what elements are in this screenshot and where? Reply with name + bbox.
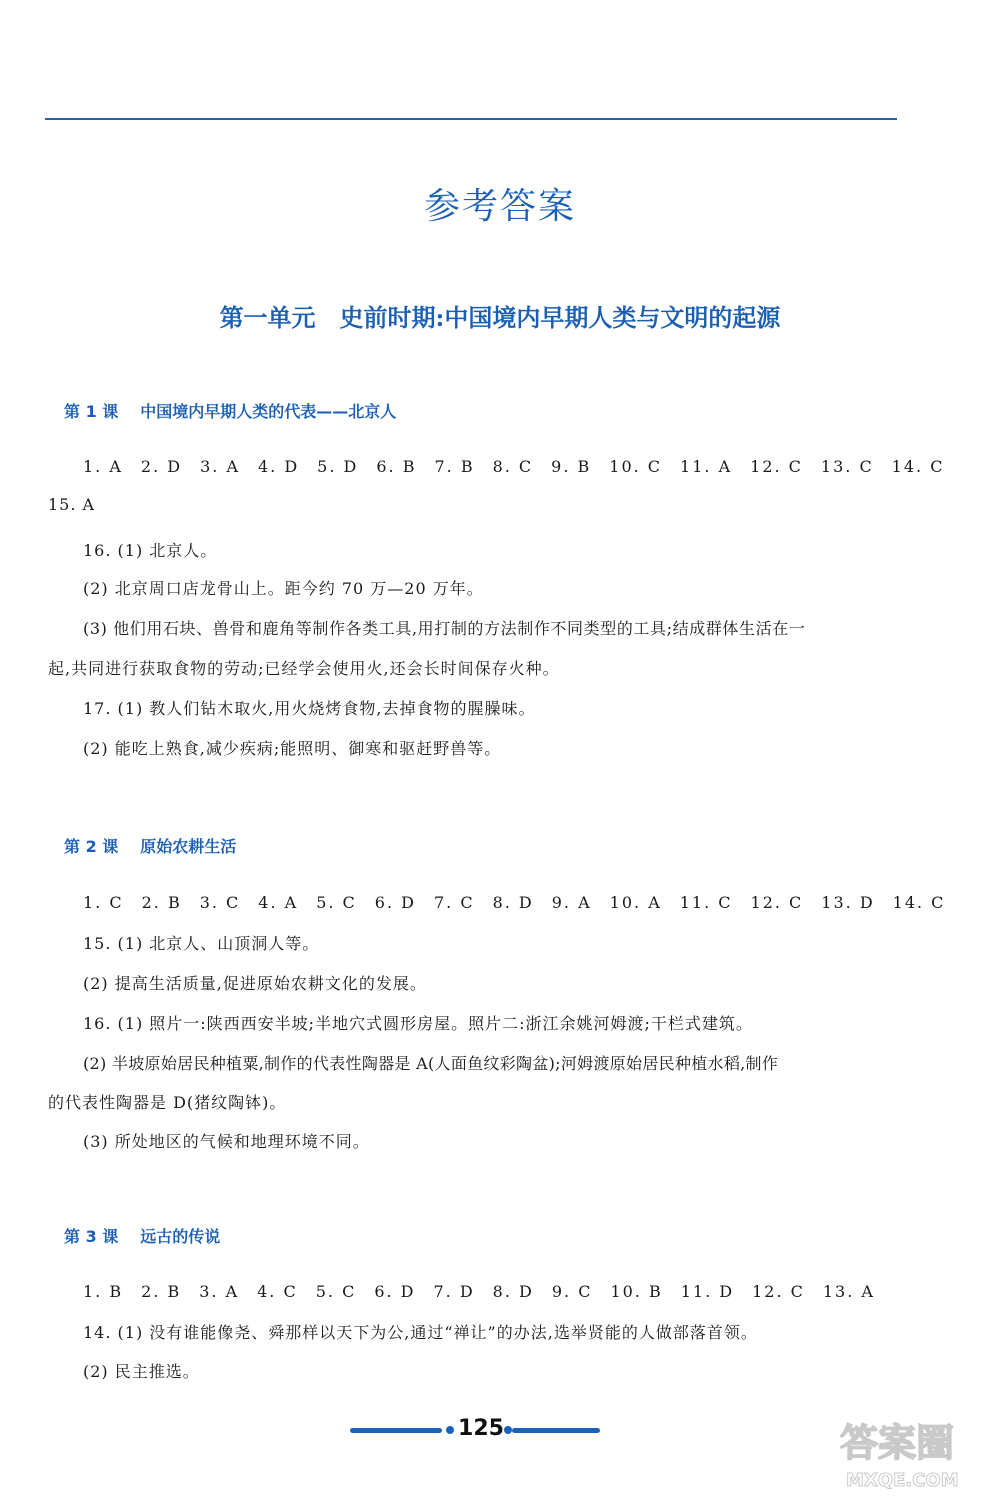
answer-line: 15. A: [48, 495, 96, 514]
lesson-1-title: [64, 399, 396, 422]
unit-title: 第一单元 史前时期:中国境内早期人类与文明的起源: [219, 303, 781, 332]
answer-line: 16. (1) 照片一:陕西西安半坡;半地穴式圆形房屋。照片二:浙江余姚河姆渡;干栏式建筑。: [83, 1014, 753, 1033]
page-number: 125: [458, 1416, 504, 1441]
page-title: 参考答案: [423, 186, 576, 227]
answer-line: (2) 民主推选。: [83, 1362, 200, 1381]
answer-line: 16. (1) 北京人。: [83, 541, 218, 560]
lesson-name: 原始农耕生活: [140, 837, 237, 856]
lesson-name: 中国境内早期人类的代表——北京人: [140, 402, 397, 421]
footer-dot-right: [504, 1426, 512, 1434]
answer-line: (2) 能吃上熟食,减少疾病;能照明、御寒和驱赶野兽等。: [83, 739, 502, 758]
footer-bar-right: [512, 1428, 600, 1433]
answer-line: 1. B 2. B 3. A 4. C 5. C 6. D 7. D 8. D 9. C 10. B 11. D 12. C 13. A: [83, 1282, 875, 1301]
watermark-logo: [836, 1412, 986, 1492]
lesson-3-title: [64, 1224, 220, 1247]
lesson-number: 第 3 课: [64, 1227, 119, 1246]
lesson-name: 远古的传说: [140, 1227, 221, 1246]
watermark-text: 答案圈: [840, 1421, 955, 1465]
answer-line: 起,共同进行获取食物的劳动;已经学会使用火,还会长时间保存火种。: [48, 659, 560, 678]
footer-bar-left: [350, 1428, 442, 1433]
answer-line: (3) 他们用石块、兽骨和鹿角等制作各类工具,用打制的方法制作不同类型的工具;结成群体生活在一: [83, 619, 806, 638]
answer-line: 15. (1) 北京人、山顶洞人等。: [83, 934, 320, 953]
header-rule: [45, 118, 897, 120]
footer-dot-left: [446, 1426, 454, 1434]
answer-line: (2) 北京周口店龙骨山上。距今约 70 万—20 万年。: [83, 579, 484, 598]
answer-line: 的代表性陶器是 D(猪纹陶钵)。: [48, 1093, 287, 1112]
answer-line: (3) 所处地区的气候和地理环境不同。: [83, 1132, 370, 1151]
lesson-number: 第 1 课: [64, 402, 119, 421]
lesson-number: 第 2 课: [64, 837, 119, 856]
answer-line: (2) 半坡原始居民种植粟,制作的代表性陶器是 A(人面鱼纹彩陶盆);河姆渡原始居民种植水稻,制作: [83, 1054, 779, 1073]
answer-line: 14. (1) 没有谁能像尧、舜那样以天下为公,通过“禅让”的办法,选举贤能的人做部落首领。: [83, 1323, 758, 1342]
answer-line: 17. (1) 教人们钻木取火,用火烧烤食物,去掉食物的腥臊味。: [83, 699, 536, 718]
answer-line: 1. C 2. B 3. C 4. A 5. C 6. D 7. C 8. D 9. A 10. A 11. C 12. C 13. D 14. C: [83, 893, 946, 912]
answer-line: 1. A 2. D 3. A 4. D 5. D 6. B 7. B 8. C 9. B 10. C 11. A 12. C 13. C 14. C: [83, 457, 945, 476]
watermark-url: MXQE.COM: [846, 1470, 959, 1491]
answer-line: (2) 提高生活质量,促进原始农耕文化的发展。: [83, 974, 427, 993]
lesson-2-title: [64, 834, 236, 857]
